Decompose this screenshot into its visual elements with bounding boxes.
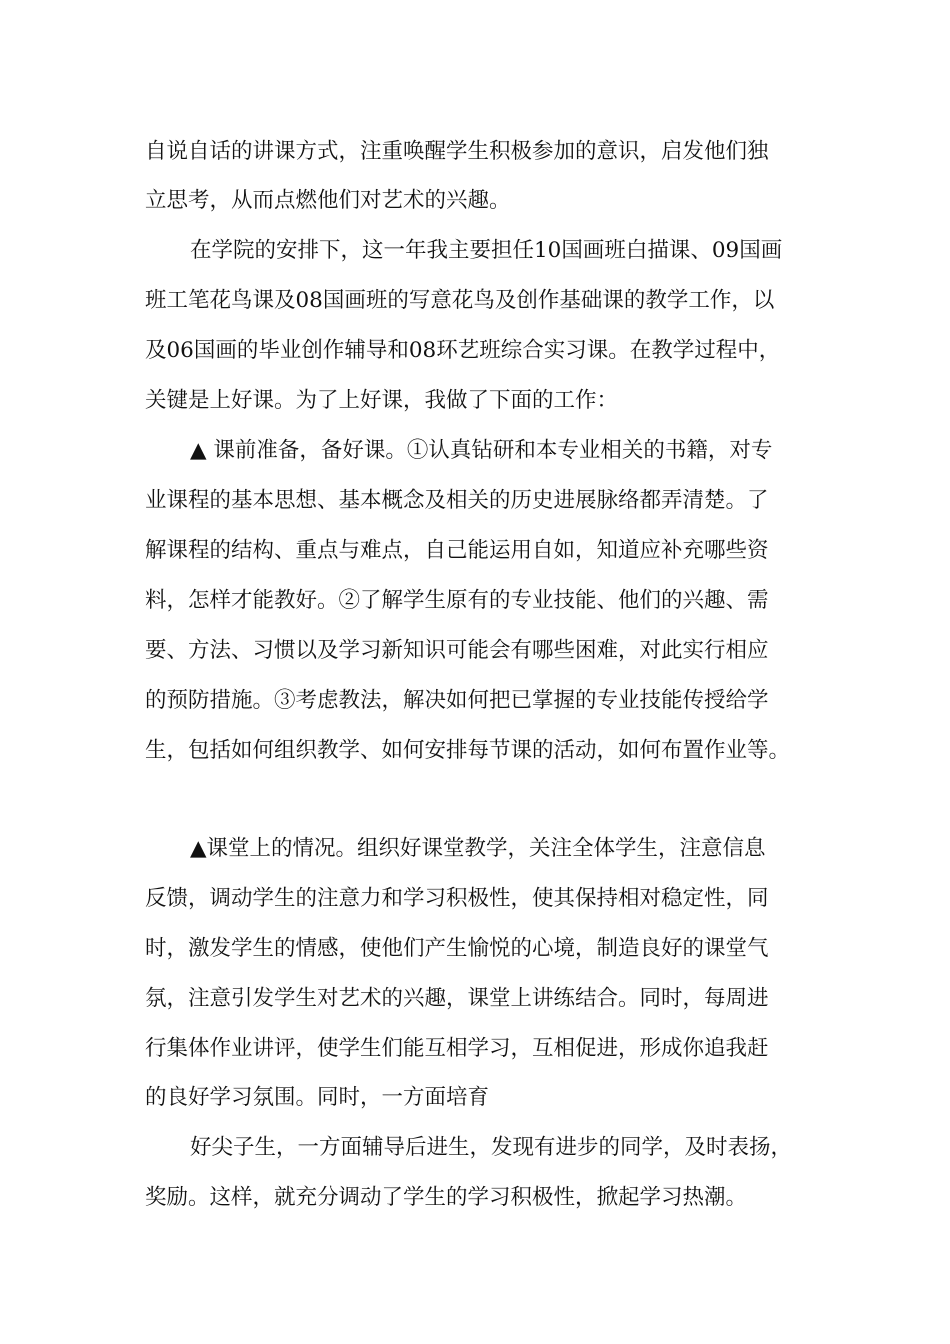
- text-line: 班工笔花鸟课及08国画班的写意花鸟及创作基础课的教学工作，以: [145, 288, 775, 313]
- text-line: 解课程的结构、重点与难点，自己能运用自如，知道应补充哪些资: [145, 538, 769, 563]
- text-line: 行集体作业讲评，使学生们能互相学习，互相促进，形成你追我赶: [145, 1036, 769, 1061]
- text-line: 反馈，调动学生的注意力和学习积极性，使其保持相对稳定性，同: [145, 886, 769, 911]
- text-line: 关键是上好课。为了上好课，我做了下面的工作：: [145, 388, 619, 413]
- text-line: 料，怎样才能教好。②了解学生原有的专业技能、他们的兴趣、需: [145, 588, 769, 613]
- text-line: 要、方法、习惯以及学习新知识可能会有哪些困难，对此实行相应: [145, 638, 769, 663]
- paragraph-start-line: 好尖子生，一方面辅导后进生，发现有进步的同学，及时表扬，: [190, 1135, 793, 1160]
- bullet-paragraph-line: ▲课堂上的情况。组织好课堂教学，关注全体学生，注意信息: [190, 836, 766, 861]
- text-line: 及06国画的毕业创作辅导和08环艺班综合实习课。在教学过程中，: [145, 338, 781, 363]
- text-line: 时，激发学生的情感，使他们产生愉悦的心境，制造良好的课堂气: [145, 936, 769, 961]
- text-line: 的预防措施。③考虑教法，解决如何把已掌握的专业技能传授给学: [145, 688, 769, 713]
- text-line: 生，包括如何组织教学、如何安排每节课的活动，如何布置作业等。: [145, 738, 791, 763]
- text-line: 的良好学习氛围。同时，一方面培育: [145, 1085, 490, 1110]
- text-line: 自说自话的讲课方式，注重唤醒学生积极参加的意识，启发他们独: [145, 139, 769, 164]
- text-line: 业课程的基本思想、基本概念及相关的历史进展脉络都弄清楚。了: [145, 488, 769, 513]
- paragraph-start-line: 在学院的安排下，这一年我主要担任10国画班白描课、09国画: [190, 238, 783, 263]
- bullet-paragraph-line: ▲ 课前准备，备好课。①认真钻研和本专业相关的书籍，对专: [190, 438, 773, 463]
- text-line: 氛，注意引发学生对艺术的兴趣，课堂上讲练结合。同时，每周进: [145, 986, 769, 1011]
- text-line: 奖励。这样，就充分调动了学生的学习积极性，掀起学习热潮。: [145, 1185, 748, 1210]
- text-line: 立思考，从而点燃他们对艺术的兴趣。: [145, 188, 511, 213]
